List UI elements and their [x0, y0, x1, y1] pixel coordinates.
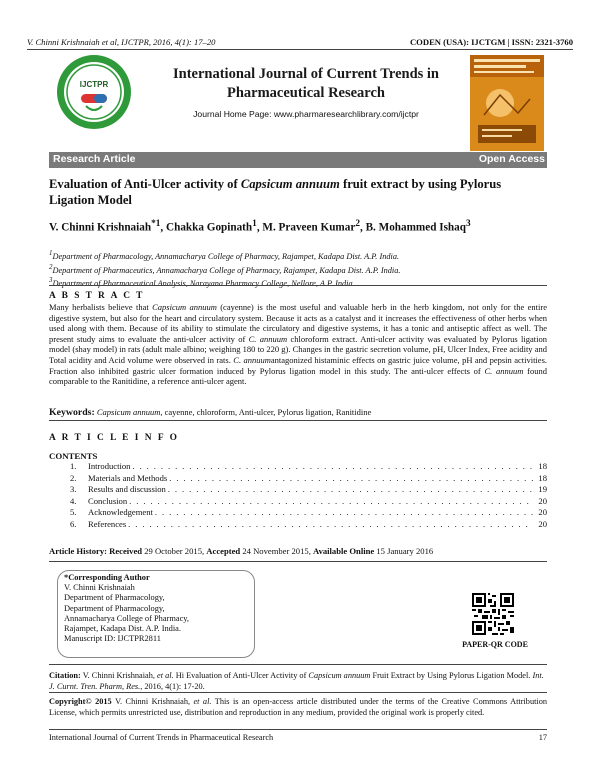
header-rule — [27, 49, 573, 50]
corresponding-author-line: Annamacharya College of Pharmacy, — [64, 613, 190, 623]
qr-code-label: PAPER-QR CODE — [462, 640, 528, 649]
copyright-rule — [49, 692, 547, 693]
corresponding-author-line: Rajampet, Kadapa Dist. A.P. India. — [64, 624, 181, 634]
journal-homepage[interactable]: Journal Home Page: www.pharmaresearchlibrary.com/ijctpr — [193, 109, 419, 119]
journal-cover-image — [470, 55, 544, 151]
author-name: Chakka Gopinath — [166, 221, 253, 234]
corresponding-author-line: Manuscript ID: IJCTPR2811 — [64, 634, 161, 644]
table-of-contents — [70, 461, 547, 531]
toc-item[interactable]: 4. Conclusion . . . 20 — [70, 496, 547, 508]
history-rule — [49, 561, 547, 562]
affiliation-line: $^2$Department of Pharmaceutics, Annamacharya College of Pharmacy, Rajampet, Kadapa Dist. A.P. India. — [49, 263, 401, 275]
footer-journal-name: International Journal of Current Trends in Pharmaceutical Research — [49, 733, 274, 742]
keywords: Keywords: Capsicum annuum, cayenne, chloroform, Anti-ulcer, Pylorus ligation, Ranitidine — [49, 407, 372, 418]
page-footer — [49, 733, 547, 742]
contents-heading: CONTENTS — [49, 451, 98, 461]
keywords-rule — [49, 420, 547, 421]
abstract-text: Many herbalists believe that Capsicum annuum (cayenne) is the most useful and valuable herb in the herb kingdom, not only for the entire digestive system, but also for the heart and circulatory system. Because it acts as a catalyst and it increases the effectiveness of other herbs when used along with them. Because of its ability to stimulate the circulatory and digestive systems, it has a tonic and antiseptic affect as well. The present study aims to evaluate the anti-ulcer activity of C. annuum chloroform extract. Anti-ulcer activity was evaluated by Pylorus ligation model (shay model) in rats (adult male albino; weighing 180 to 220 g). Changes in the gastric secretion volume, pH, Ulcer Index, Free acidity and Total acidity and Acid volume were observed in rats. C. annuumantagonized histaminic effects on gastric juice volume, pH and pepsin activities. Fraction also inhibited gastric ulcer formation induced by Pylorus ligation model in this study. The anti-ulcer effects of C. annuum found comparable to the Ranitidine, a reference anti-ulcer agent. — [49, 302, 548, 387]
corresponding-author — [64, 573, 189, 644]
affiliations — [49, 249, 549, 290]
journal-title: International Journal of Current Trends in Pharmaceutical Research — [173, 66, 439, 101]
citation: Citation: V. Chinni Krishnaiah, et al. Hi Evaluation of Anti-Ulcer Activity of Capsicum annuum Fruit Extract by Using Pylorus Ligation Model. Int. J. Curnt. Tren. Pharm, Res., 2016, 4(1): 17-20. — [49, 671, 544, 691]
author-name: M. Praveen Kumar — [262, 221, 356, 234]
toc-item[interactable]: 1. Introduction . . . 18 — [70, 461, 547, 473]
abstract-rule — [49, 285, 547, 286]
footer-rule — [49, 729, 547, 730]
corresponding-author-heading: *Corresponding Author — [64, 573, 150, 582]
author-name: V. Chinni Krishnaiah — [49, 221, 152, 234]
article-title: Evaluation of Anti-Ulcer activity of Capsicum annuum fruit extract by using Pylorus Ligation Model — [49, 177, 502, 207]
author-name: B. Mohammed Ishaq — [365, 221, 466, 234]
abstract-heading: A B S T R A C T — [49, 291, 145, 301]
toc-item[interactable]: 2. Materials and Methods . . . 18 — [70, 473, 547, 485]
open-access-label: Open Access — [478, 153, 545, 165]
affiliation-line: $^1$Department of Pharmacology, Annamacharya College of Pharmacy, Rajampet, Kadapa Dist. A.P. India. — [49, 250, 400, 261]
copyright-notice: Copyright© 2015 V. Chinni Krishnaiah, et al. This is an open-access article distributed under the terms of the Creative Commons Attribution License, which permits unrestricted use, distribution and reproduction in any medium, provided the original work is properly cited. — [49, 697, 548, 717]
toc-item[interactable]: 5. Acknowledgement . . . 20 — [70, 507, 547, 519]
running-header-left: V. Chinni Krishnaiah et al, IJCTPR, 2016, 4(1): 17–20 — [27, 37, 216, 47]
logo-text: IJCTPR — [79, 80, 109, 89]
corresponding-author-line: Department of Pharmacology, — [64, 593, 165, 603]
qr-code-icon[interactable] — [472, 593, 514, 635]
toc-item[interactable]: 6. References . . . 20 — [70, 519, 547, 531]
citation-top-rule — [49, 664, 547, 665]
page-number: 17 — [538, 733, 547, 742]
affiliation-line: $^3$Department of Pharmaceutical Analysis, Narayana Pharmacy College, Nellore, A.P. India. — [49, 277, 355, 288]
article-type-banner — [49, 152, 547, 168]
journal-seal-icon — [56, 54, 132, 130]
running-header-right: CODEN (USA): IJCTGM | ISSN: 2321-3760 — [409, 37, 573, 47]
article-type-label: Research Article — [53, 153, 136, 165]
article-history: Article History: Received 29 October 2015, Accepted 24 November 2015, Available Online 15 January 2016 — [49, 546, 434, 556]
corresponding-author-line: Department of Pharmacology, — [64, 603, 165, 613]
corresponding-author-line: V. Chinni Krishnaiah — [64, 583, 135, 593]
author-list: V. Chinni Krishnaiah$^{*1}$, Chakka Gopinath$^1$, M. Praveen Kumar$^2$, B. Mohammed Ishaq$^3$ — [49, 219, 471, 234]
toc-item[interactable]: 3. Results and discussion . . . 19 — [70, 484, 547, 496]
article-info-heading: A R T I C L E I N F O — [49, 433, 179, 443]
